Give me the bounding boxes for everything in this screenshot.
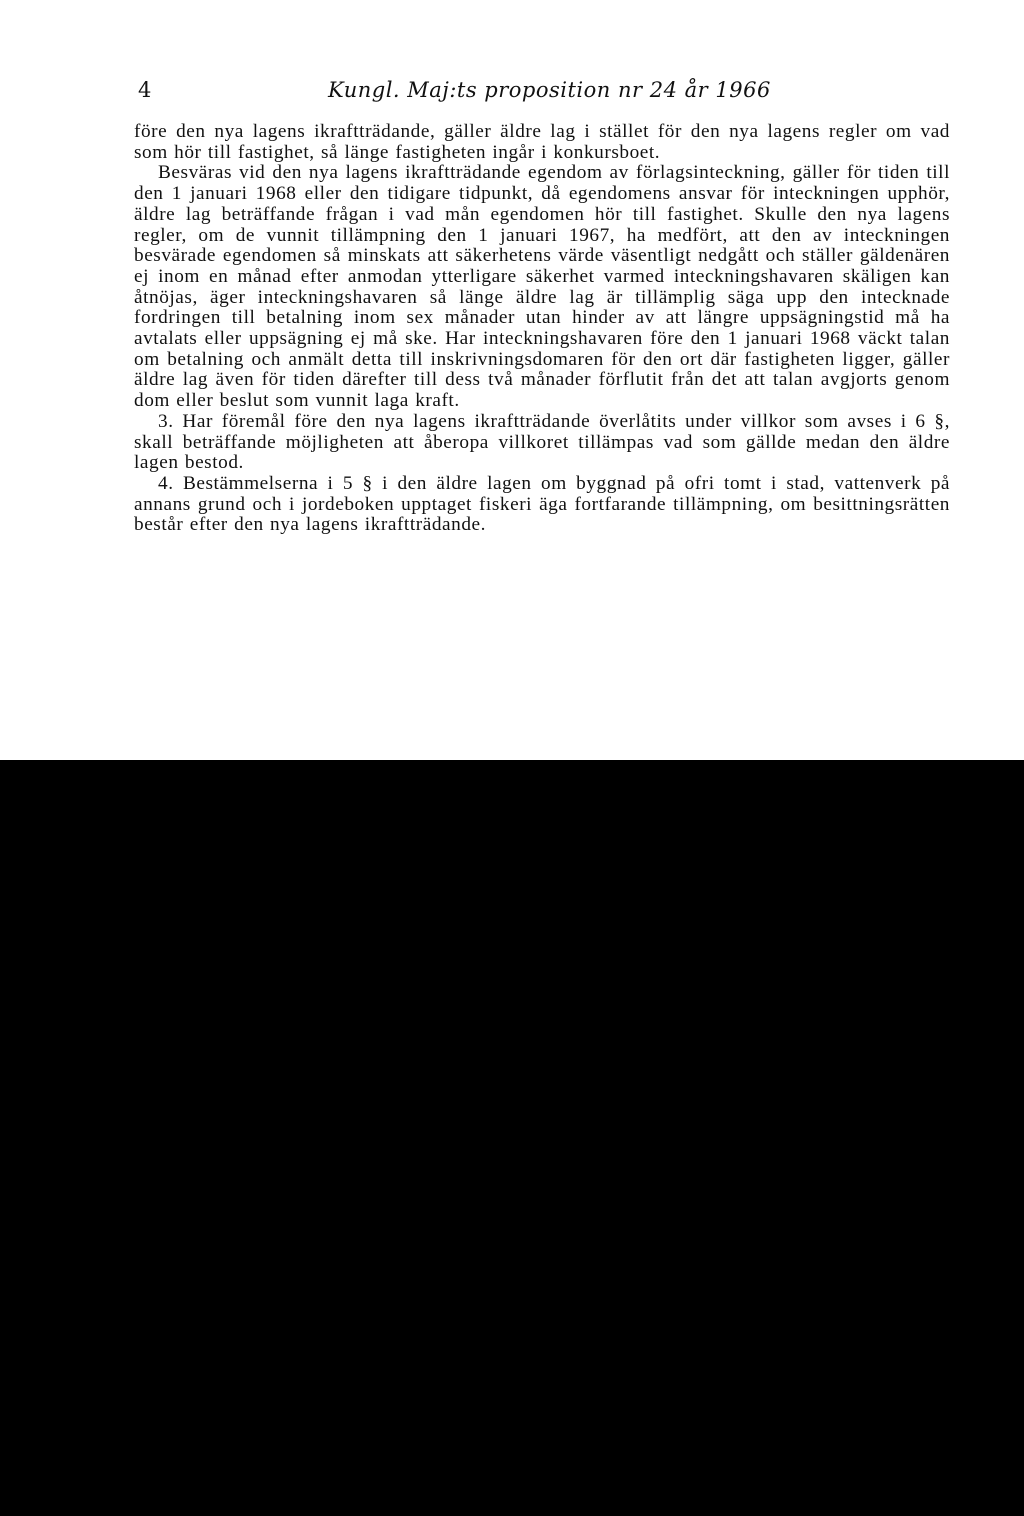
paragraph-continuation: före den nya lagens ikraftträdande, gäller äldre lag i stället för den nya lagens regler om vad som hör till fastighet, så länge fastigheten ingår i konkursboet. [134, 121, 950, 163]
running-title: Kungl. Maj:ts proposition nr 24 år 1966 [328, 78, 771, 102]
paragraph-item-3: 3. Har föremål före den nya lagens ikraftträdande överlåtits under villkor som avses i 6 §, skall beträffande möjligheten att åberopa villkoret tillämpas vad som gällde medan den äldre lagen bestod. [134, 410, 950, 474]
paragraph-item-4: 4. Bestämmelserna i 5 § i den äldre lagen om byggnad på ofri tomt i stad, vattenverk på annans grund och i jordeboken upptaget fiskeri äga fortfarande tillämpning, om besittningsrätten består efter den nya lagens ikraftträdande. [134, 472, 950, 536]
page-number: 4 [138, 78, 152, 102]
paragraph-forlagsinteckning: Besväras vid den nya lagens ikraftträdande egendom av förlagsinteckning, gäller för tiden till den 1 januari 1968 eller den tidigare tidpunkt, då egendomens ansvar för inteckningen upphör, äldre lag beträffande frågan i vad mån egendomen hör till fastighet. Skulle den nya lagens regler, om de vunnit tillämpning den 1 januari 1967, ha medfört, att den av inteckningen besvärade egendomen så minskats att säkerhetens värde väsentligt nedgått och ställer gäldenären ej inom en månad efter anmodan ytterligare säkerhet varmed inteckningshavaren skäligen kan åtnöjas, äger inteckningshavaren så länge äldre lag är tillämplig säga upp den intecknade fordringen till betalning inom sex månader utan hinder av att längre uppsägningstid må ha avtalats eller uppsägning ej må ske. Har inteckningshavaren före den 1 januari 1968 väckt talan om betalning och anmält detta till inskrivningsdomaren för den ort där fastigheten ligger, gäller äldre lag även för tiden därefter till dess två månader förflutit från det att talan avgjorts genom dom eller beslut som vunnit laga kraft. [134, 162, 950, 412]
body-text [134, 122, 950, 536]
running-header [0, 78, 1024, 110]
